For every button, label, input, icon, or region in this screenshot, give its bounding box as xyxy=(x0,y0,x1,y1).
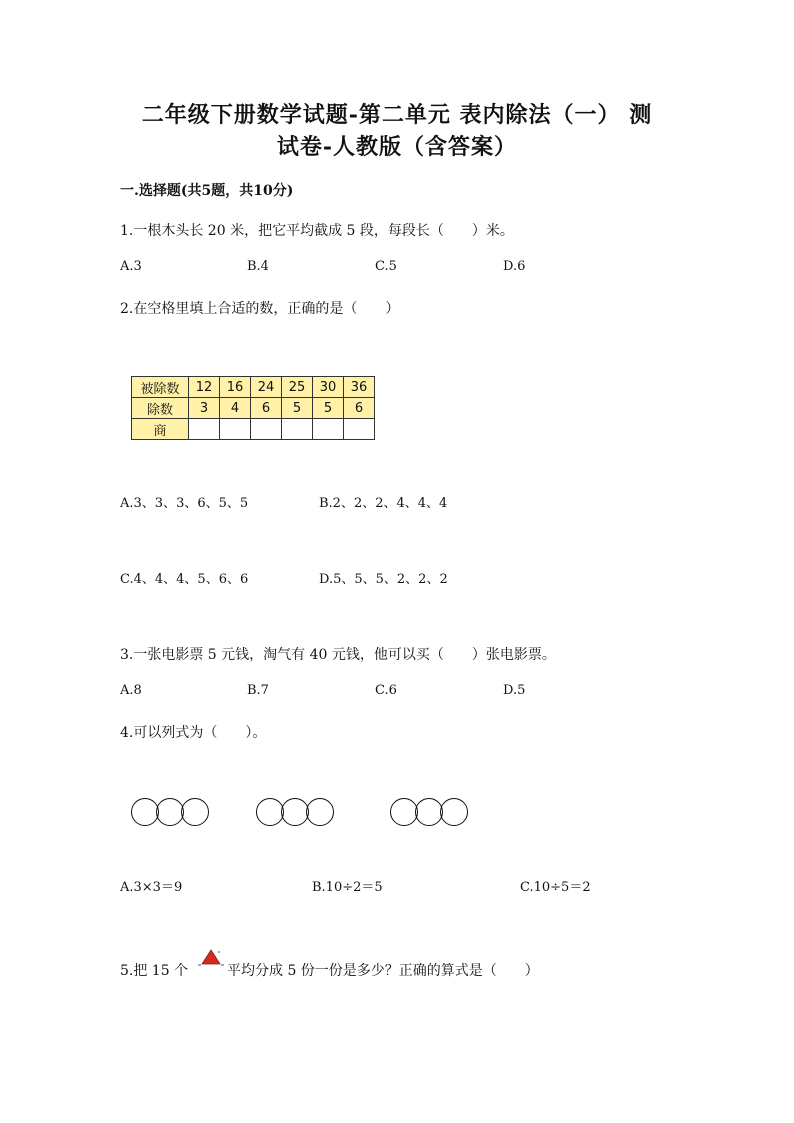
question-2-stem: 2.在空格里填上合适的数，正确的是（ ） xyxy=(120,301,400,317)
question-3-option-c[interactable]: C.6 xyxy=(375,683,397,698)
quotient-blank-cell xyxy=(282,419,313,440)
circle-icon xyxy=(181,798,209,826)
title-line-1: 二年级下册数学试题-第二单元 表内除法（一） 测 xyxy=(141,102,653,128)
quotient-blank-cell xyxy=(344,419,375,440)
question-1-option-b[interactable]: B.4 xyxy=(247,259,269,274)
question-5-stem-prefix: 5.把 15 个 xyxy=(120,963,189,979)
row-label-quotient: 商 xyxy=(132,419,189,440)
question-4-option-a[interactable]: A.3×3＝9 xyxy=(120,880,183,895)
question-3-option-d[interactable]: D.5 xyxy=(503,683,526,698)
triangle-icon xyxy=(198,948,224,970)
question-5-stem-suffix: 平均分成 5 份一份是多少？正确的算式是（ ） xyxy=(227,963,539,979)
question-3-option-a[interactable]: A.8 xyxy=(120,683,142,698)
table-row-quotient xyxy=(132,419,375,440)
dividend-cell: 16 xyxy=(220,377,251,398)
circle-icon xyxy=(256,798,284,826)
dividend-cell: 24 xyxy=(251,377,282,398)
question-2-option-a[interactable]: A.3、3、3、6、5、5 xyxy=(120,496,249,511)
divisor-cell: 4 xyxy=(220,398,251,419)
quotient-blank-cell xyxy=(220,419,251,440)
row-label-dividend: 被除数 xyxy=(132,377,189,398)
divisor-cell: 5 xyxy=(282,398,313,419)
circle-icon xyxy=(390,798,418,826)
table-row-dividend xyxy=(132,377,375,398)
divisor-cell: 5 xyxy=(313,398,344,419)
circle-icon xyxy=(156,798,184,826)
quotient-blank-cell xyxy=(251,419,282,440)
dividend-cell: 36 xyxy=(344,377,375,398)
circle-icon xyxy=(131,798,159,826)
dividend-cell: 12 xyxy=(189,377,220,398)
question-4-option-c[interactable]: C.10÷5＝2 xyxy=(520,880,591,895)
table-row-divisor xyxy=(132,398,375,419)
question-1-stem: 1.一根木头长 20 米，把它平均截成 5 段，每段长（ ）米。 xyxy=(120,223,514,239)
quotient-blank-cell xyxy=(189,419,220,440)
question-2-option-d[interactable]: D.5、5、5、2、2、2 xyxy=(319,572,448,587)
dividend-cell: 25 xyxy=(282,377,313,398)
question-1-option-d[interactable]: D.6 xyxy=(503,259,526,274)
circle-icon xyxy=(440,798,468,826)
circle-icon xyxy=(306,798,334,826)
question-2-option-c[interactable]: C.4、4、4、5、6、6 xyxy=(120,572,249,587)
divisor-cell: 6 xyxy=(344,398,375,419)
section-heading: 一.选择题(共5题，共10分) xyxy=(120,183,294,199)
question-4-option-b[interactable]: B.10÷2＝5 xyxy=(312,880,383,895)
question-1-option-a[interactable]: A.3 xyxy=(120,259,142,274)
dividend-cell: 30 xyxy=(313,377,344,398)
title-line-2: 试卷-人教版（含答案） xyxy=(276,134,518,160)
question-3-option-b[interactable]: B.7 xyxy=(247,683,269,698)
row-label-divisor: 除数 xyxy=(132,398,189,419)
circle-icon xyxy=(415,798,443,826)
divisor-cell: 6 xyxy=(251,398,282,419)
question-1-option-c[interactable]: C.5 xyxy=(375,259,397,274)
divisor-cell: 3 xyxy=(189,398,220,419)
quotient-blank-cell xyxy=(313,419,344,440)
question-4-stem: 4.可以列式为（ ）。 xyxy=(120,725,267,741)
question-2-option-b[interactable]: B.2、2、2、4、4、4 xyxy=(319,496,448,511)
question-3-stem: 3.一张电影票 5 元钱，淘气有 40 元钱，他可以买（ ）张电影票。 xyxy=(120,647,556,663)
circle-icon xyxy=(281,798,309,826)
division-table xyxy=(131,376,375,440)
